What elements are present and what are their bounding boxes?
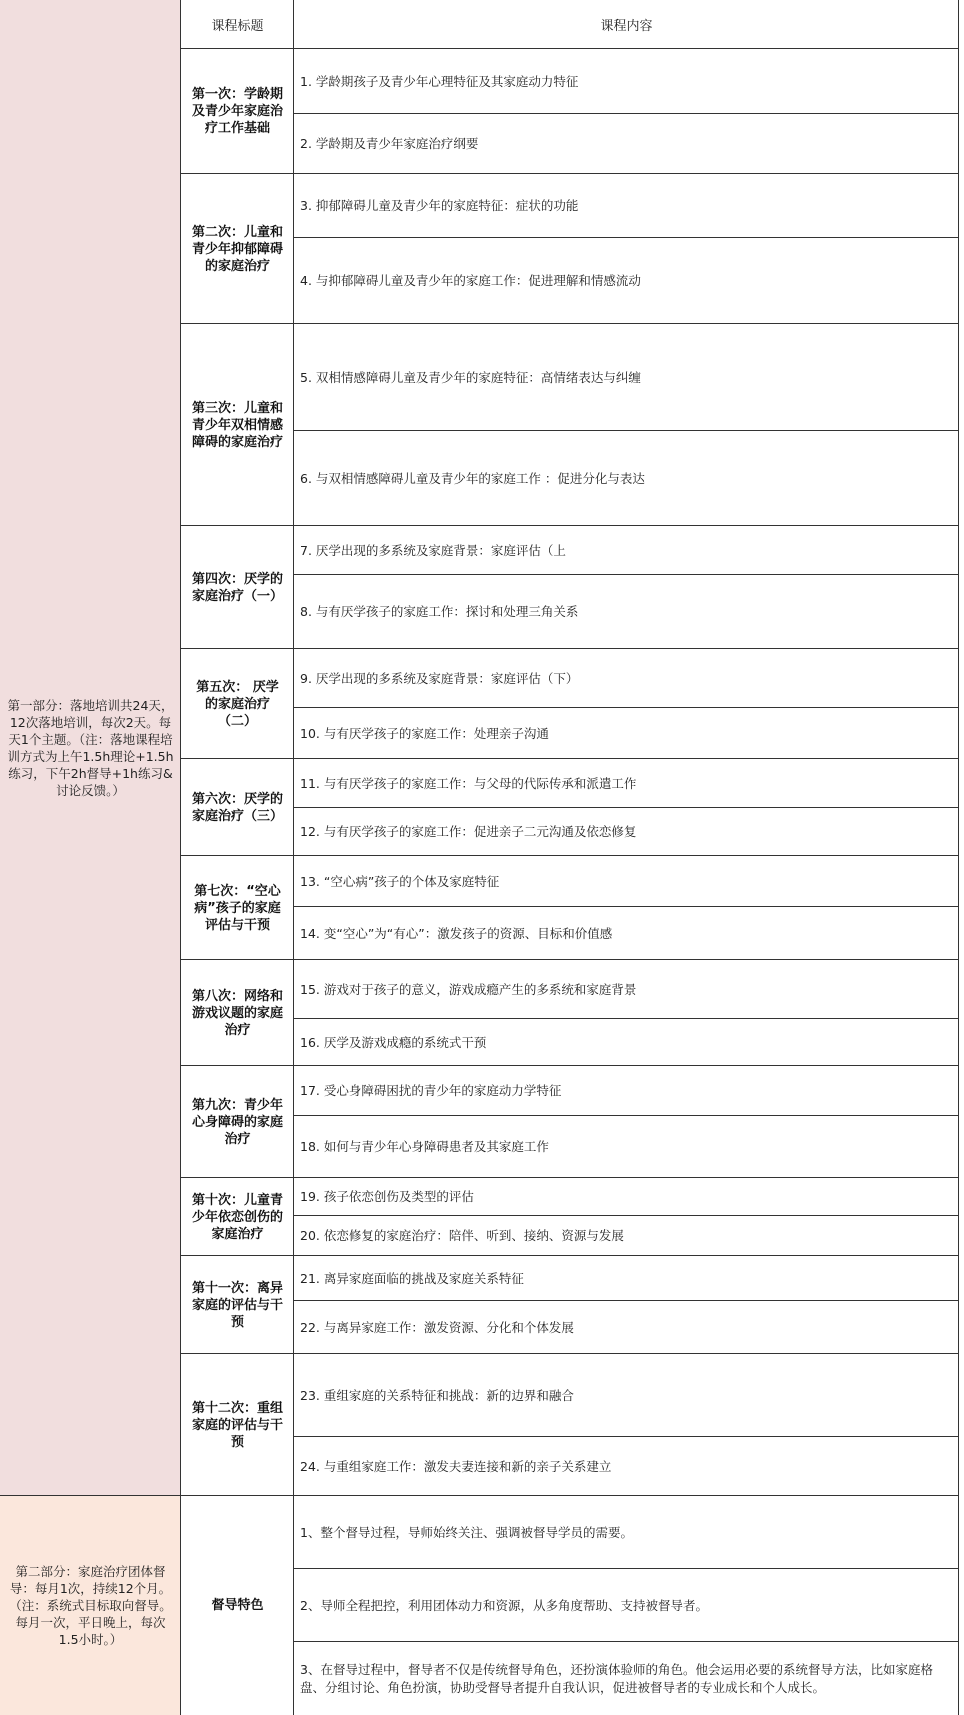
grid-line xyxy=(293,574,959,575)
content-item: 12. 与有厌学孩子的家庭工作：促进亲子二元沟通及依恋修复 xyxy=(300,824,637,839)
grid-line xyxy=(293,1568,959,1569)
grid-line xyxy=(180,758,959,759)
supervision-item: 1、整个督导过程，导师始终关注、强调被督导学员的需要。 xyxy=(300,1524,633,1540)
session-title: 第十二次：重组家庭的评估与干预 xyxy=(191,1400,283,1450)
content-item: 19. 孩子依恋创伤及类型的评估 xyxy=(300,1189,474,1204)
content-item: 9. 厌学出现的多系统及家庭背景：家庭评估（下） xyxy=(300,670,579,686)
grid-line xyxy=(293,113,959,114)
content-item: 22. 与离异家庭工作：激发资源、分化和个体发展 xyxy=(300,1319,574,1335)
header-title-col: 课程标题 xyxy=(211,19,264,34)
content-item: 7. 厌学出现的多系统及家庭背景：家庭评估（上 xyxy=(300,542,566,558)
grid-line xyxy=(180,1177,959,1178)
grid-line xyxy=(293,237,959,238)
grid-line xyxy=(180,1065,959,1066)
grid-line xyxy=(293,1641,959,1642)
grid-line xyxy=(293,1215,959,1216)
content-item: 16. 厌学及游戏成瘾的系统式干预 xyxy=(300,1034,487,1050)
content-item: 3. 抑郁障碍儿童及青少年的家庭特征：症状的功能 xyxy=(300,198,579,213)
grid-line xyxy=(180,48,959,49)
session-title: 第八次：网络和游戏议题的家庭治疗 xyxy=(191,988,283,1038)
grid-line xyxy=(293,1436,959,1437)
session-title: 第四次：厌学的家庭治疗（一） xyxy=(191,571,283,604)
grid-line xyxy=(180,323,959,324)
grid-line xyxy=(293,1018,959,1019)
content-item: 6. 与双相情感障碍儿童及青少年的家庭工作 ：促进分化与表达 xyxy=(300,470,645,486)
grid-line xyxy=(180,173,959,174)
content-item: 1. 学龄期孩子及青少年心理特征及其家庭动力特征 xyxy=(300,73,579,89)
session-title: 第五次： 厌学的家庭治疗（二） xyxy=(196,679,279,729)
header-content-col: 课程内容 xyxy=(600,19,653,34)
grid-line xyxy=(180,959,959,960)
supervision-title: 督导特色 xyxy=(211,1598,264,1613)
grid-line xyxy=(958,0,959,1715)
content-item: 17. 受心身障碍困扰的青少年的家庭动力学特征 xyxy=(300,1083,562,1098)
content-item: 15. 游戏对于孩子的意义，游戏成瘾产生的多系统和家庭背景 xyxy=(300,981,637,997)
session-title: 第七次：“空心病”孩子的家庭评估与干预 xyxy=(194,883,281,933)
grid-line xyxy=(293,906,959,907)
session-title: 第六次：厌学的家庭治疗（三） xyxy=(191,791,283,824)
grid-line xyxy=(293,807,959,808)
session-title: 第二次：儿童和青少年抑郁障碍的家庭治疗 xyxy=(191,224,283,274)
content-item: 21. 离异家庭面临的挑战及家庭关系特征 xyxy=(300,1270,524,1286)
content-item: 2. 学龄期及青少年家庭治疗纲要 xyxy=(300,136,479,151)
grid-line xyxy=(180,1255,959,1256)
part2-label: 第二部分：家庭治疗团体督导：每月1次，持续12个月。（注：系统式目标取向督导。每月一次，平日晚上，每次1.5小时。） xyxy=(0,1496,181,1715)
content-item: 23. 重组家庭的关系特征和挑战：新的边界和融合 xyxy=(300,1387,574,1403)
part1-label: 第一部分：落地培训共24天，12次落地培训，每次2天。每天1个主题。（注：落地课程培训方式为上午1.5h理论+1.5h练习，下午2h督导+1h练习&讨论反馈。） xyxy=(0,0,181,1496)
session-title: 第十一次：离异家庭的评估与干预 xyxy=(191,1280,283,1330)
content-item: 11. 与有厌学孩子的家庭工作：与父母的代际传承和派遣工作 xyxy=(300,775,637,791)
session-title: 第一次：学龄期及青少年家庭治疗工作基础 xyxy=(191,87,283,136)
content-item: 14. 变“空心”为“有心”：激发孩子的资源、目标和价值感 xyxy=(300,925,613,941)
session-title: 第十次：儿童青少年依恋创伤的家庭治疗 xyxy=(191,1192,283,1242)
supervision-item: 2、导师全程把控，利用团体动力和资源，从多角度帮助、支持被督导者。 xyxy=(300,1597,708,1613)
grid-line xyxy=(180,1495,959,1496)
grid-line xyxy=(293,1115,959,1116)
grid-line xyxy=(180,855,959,856)
session-title: 第三次：儿童和青少年双相情感障碍的家庭治疗 xyxy=(191,400,283,450)
content-item: 24. 与重组家庭工作：激发夫妻连接和新的亲子关系建立 xyxy=(300,1458,612,1474)
content-item: 13. “空心病”孩子的个体及家庭特征 xyxy=(300,873,500,889)
session-title: 第九次：青少年心身障碍的家庭治疗 xyxy=(191,1097,283,1147)
grid-line xyxy=(180,525,959,526)
content-item: 20. 依恋修复的家庭治疗：陪伴、听到、接纳、资源与发展 xyxy=(300,1228,624,1243)
grid-line xyxy=(180,648,959,649)
content-item: 8. 与有厌学孩子的家庭工作：探讨和处理三角关系 xyxy=(300,604,579,619)
content-item: 5. 双相情感障碍儿童及青少年的家庭特征：高情绪表达与纠缠 xyxy=(300,369,641,385)
grid-line xyxy=(293,430,959,431)
grid-line xyxy=(180,1353,959,1354)
grid-line xyxy=(293,707,959,708)
content-item: 4. 与抑郁障碍儿童及青少年的家庭工作：促进理解和情感流动 xyxy=(300,273,641,288)
supervision-item: 3、在督导过程中，督导者不仅是传统督导角色，还扮演体验师的角色。他会运用必要的系统督导方法，比如家庭格盘、分组讨论、角色扮演，协助受督导者提升自我认识，促进被督导者的专业成长和个人成长。 xyxy=(300,1661,933,1695)
grid-line xyxy=(180,0,181,1715)
grid-line xyxy=(293,1300,959,1301)
grid-line xyxy=(293,0,294,1715)
content-item: 10. 与有厌学孩子的家庭工作：处理亲子沟通 xyxy=(300,725,549,741)
grid-line xyxy=(0,1495,181,1496)
content-item: 18. 如何与青少年心身障碍患者及其家庭工作 xyxy=(300,1139,549,1154)
